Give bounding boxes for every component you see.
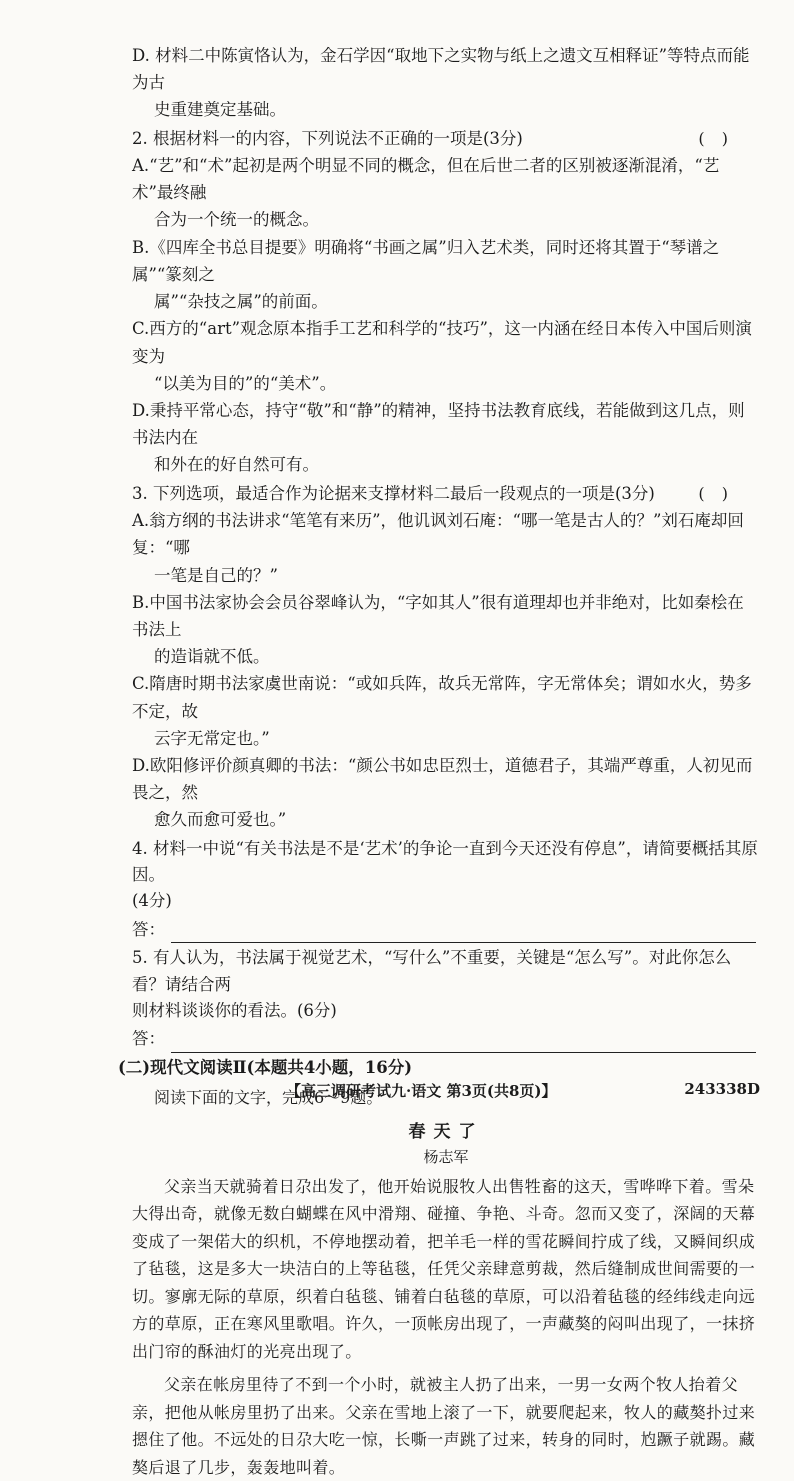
option-text-line1: 西方的“art”观念原本指手工艺和科学的“技巧”，这一内涵在经日本传入中国后则演变为 xyxy=(132,319,752,366)
option-text-line2: “以美为目的”的“美术”。 xyxy=(154,373,337,393)
question-2-option-d xyxy=(132,397,760,479)
option-text-line1: 材料二中陈寅恪认为，金石学因“取地下之实物与纸上之遗文互相释证”等特点而能为古 xyxy=(132,46,750,93)
question-3-stem: 3. 下列选项，最适合作为论据来支撑材料二最后一段观点的一项是(3分) xyxy=(132,483,655,503)
option-text-line2: 属”“杂技之属”的前面。 xyxy=(154,292,328,312)
option-text-line2: 的造诣就不低。 xyxy=(154,647,270,667)
story-paragraph: 父亲当天就骑着日尕出发了，他开始说服牧人出售牲畜的这天，雪哗哗下着。雪朵大得出奇，就像无数白蝴蝶在风中滑翔、碰撞、争艳、斗奇。忽而又变了，深阔的天幕变成了一架偌大的织机，不停地摆动着，把羊毛一样的雪花瞬间拧成了线，又瞬间织成了毡毯，这是多大一块洁白的上等毡毯，任凭父亲肆意剪裁，然后缝制成世间需要的一切。寥廓无际的草原，织着白毡毯、铺着白毡毯的草原，可以沿着毡毯的经纬线走向远方的草原，正在寒风里歌唱。许久，一顶帐房出现了，一声藏獒的闷叫出现了，一抹挤出门帘的酥油灯的光亮出现了。 xyxy=(132,1176,756,1361)
question-5-stem-cont: 则材料谈谈你的看法。(6分) xyxy=(132,1001,337,1021)
option-letter: D. xyxy=(132,756,150,776)
option-text-line1: 欧阳修评价颜真卿的书法：“颜公书如忠臣烈士，道德君子，其端严尊重，人初见而畏之，然 xyxy=(132,756,753,803)
option-letter: A. xyxy=(132,511,150,531)
story-author: 杨志军 xyxy=(423,1147,469,1166)
question-3-option-a xyxy=(132,507,760,589)
story-paragraph: 父亲在帐房里待了不到一个小时，就被主人扔了出来，一男一女两个牧人抬着父亲，把他从帐房里扔了出来。父亲在雪地上滚了一下，就要爬起来，牧人的藏獒扑过来摁住了他。不远处的日尕大吃一惊，长嘶一声跳了过来，转身的同时，尥蹶子就踢。藏獒后退了几步，轰轰地叫着。 xyxy=(132,1375,756,1477)
option-text-line1: “艺”和“术”起初是两个明显不同的概念，但在后世二者的区别被逐渐混淆，“艺术”最终融 xyxy=(132,156,720,203)
answer-label: 答： xyxy=(132,1029,165,1049)
option-text-line1: 《四库全书总目提要》明确将“书画之属”归入艺术类，同时还将其置于“琴谱之属”“篆刻之 xyxy=(132,237,720,284)
question-2-stem: 2. 根据材料一的内容，下列说法不正确的一项是(3分) xyxy=(132,128,523,148)
section-heading: (二)现代文阅读Ⅱ(本题共4小题，16分) xyxy=(118,1057,413,1077)
option-text-line2: 云字无常定也。” xyxy=(154,728,270,748)
answer-bracket: ( ) xyxy=(698,483,734,503)
question-5 xyxy=(132,945,760,1053)
question-2-option-b xyxy=(132,234,760,316)
option-letter: C. xyxy=(132,319,150,339)
option-text-line2: 和外在的好自然可有。 xyxy=(154,455,319,475)
footer-code: 243338D xyxy=(684,1080,760,1098)
option-text-line2: 一笔是自己的？” xyxy=(154,565,278,585)
section-intro: 阅读下面的文字，完成6～9题。 xyxy=(154,1088,383,1108)
answer-label: 答： xyxy=(132,919,165,939)
story-title: 春天了 xyxy=(408,1121,484,1142)
option-text-line1: 隋唐时期书法家虞世南说：“或如兵阵，故兵无常阵，字无常体矣；谓如水火，势多不定，故 xyxy=(132,674,752,721)
question-3-option-b xyxy=(132,589,760,671)
question1-option-d xyxy=(132,42,760,124)
option-text-line1: 中国书法家协会会员谷翠峰认为，“字如其人”很有道理却也并非绝对，比如秦桧在书法上 xyxy=(132,592,744,639)
option-text-line1: 翁方纲的书法讲求“笔笔有来历”，他讥讽刘石庵：“哪一笔是古人的？”刘石庵却回复：“哪 xyxy=(132,511,744,558)
question-2-option-c xyxy=(132,315,760,397)
answer-line[interactable] xyxy=(171,1033,756,1053)
option-text-line2: 合为一个统一的概念。 xyxy=(154,210,319,230)
question-2-option-a xyxy=(132,152,760,234)
option-text-line1: 秉持平常心态，持守“敬”和“静”的精神，坚持书法教育底线，若能做到这几点，则书法内在 xyxy=(132,401,745,448)
question-2 xyxy=(132,126,760,479)
question-3-option-d xyxy=(132,752,760,834)
question-5-answer[interactable] xyxy=(132,1026,760,1052)
option-letter: D. xyxy=(132,46,150,65)
option-text-line2: 愈久而愈可爱也。” xyxy=(154,810,287,830)
question-4 xyxy=(132,836,760,944)
footer-exam-info: 【高三调研考试九·语文 第3页(共8页)】 xyxy=(286,1082,557,1100)
option-text-line2: 史重建奠定基础。 xyxy=(154,100,286,120)
option-letter: C. xyxy=(132,674,150,694)
answer-bracket: ( ) xyxy=(698,128,734,148)
answer-line[interactable] xyxy=(171,923,756,943)
option-letter: A. xyxy=(132,156,150,176)
question-4-score: (4分) xyxy=(132,891,172,911)
option-letter: B. xyxy=(132,237,150,257)
question-3 xyxy=(132,481,760,834)
question-4-answer[interactable] xyxy=(132,917,760,943)
option-letter: D. xyxy=(132,401,150,421)
question-5-stem: 5. 有人认为，书法属于视觉艺术，“写什么”不重要，关键是“怎么写”。对此你怎么看？请结合两 xyxy=(132,948,732,994)
question-3-option-c xyxy=(132,670,760,752)
option-letter: B. xyxy=(132,592,150,612)
question-4-stem: 4. 材料一中说“有关书法是不是‘艺术’的争论一直到今天还没有停息”，请简要概括其原因。 xyxy=(132,838,758,885)
page-footer xyxy=(286,1080,760,1104)
